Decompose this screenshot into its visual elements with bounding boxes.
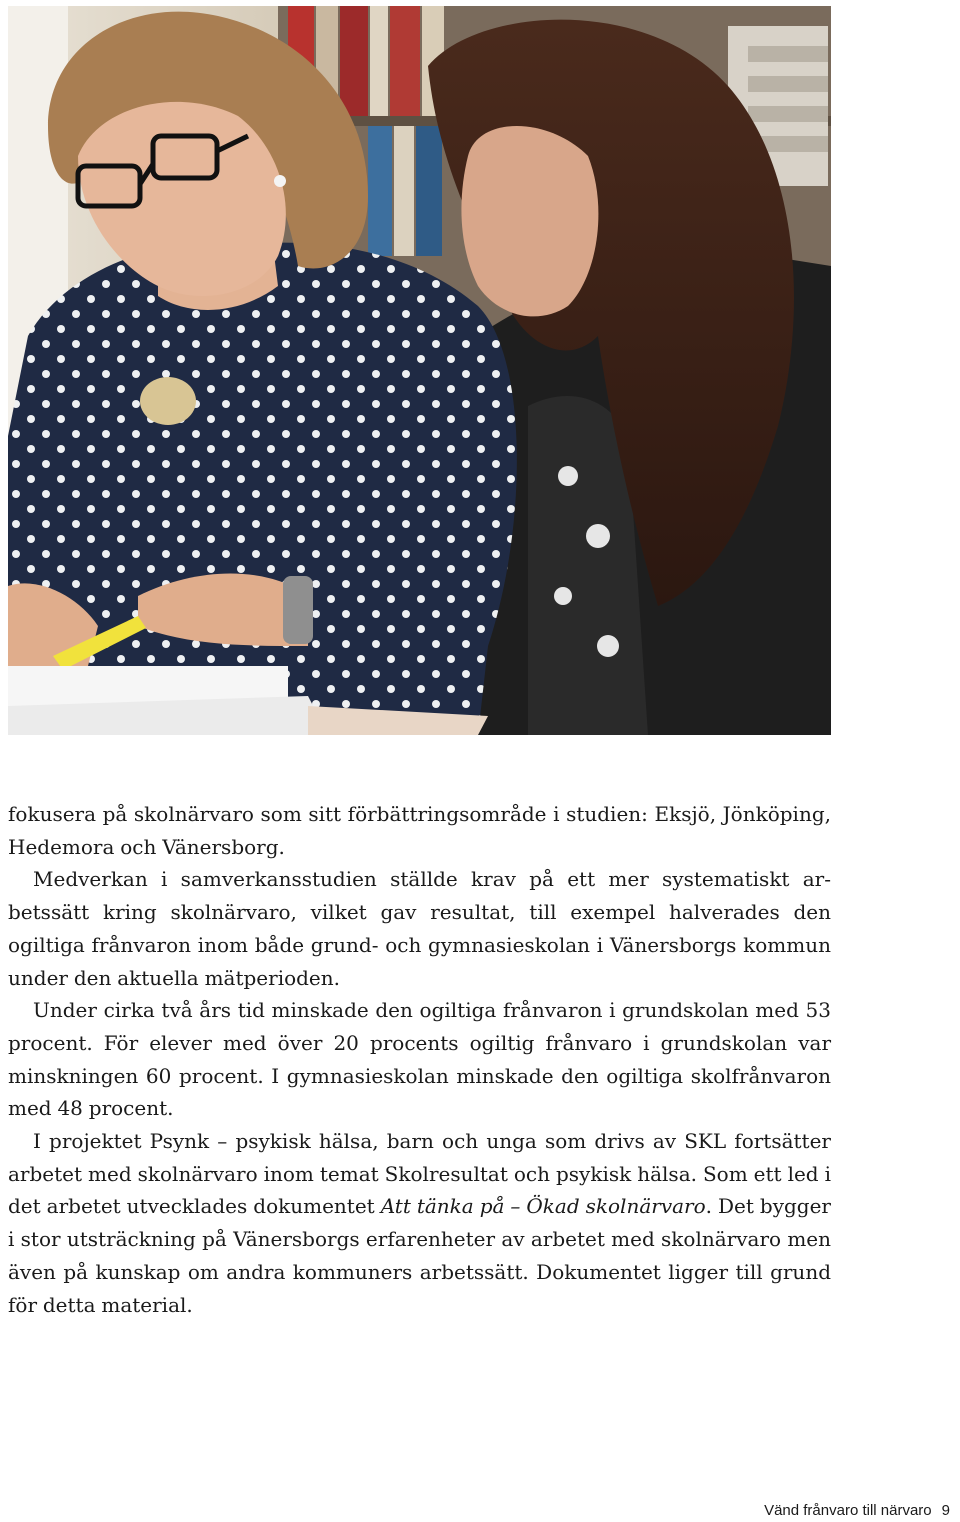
paragraph: Medverkan i samverkansstudien ställde krav på ett mer systematiskt arbetssätt kring skolnärvaro, vilket gav resultat, till exempel halverades den ogiltiga frånvaron inom både grund- och gymnasieskolan i Vänersborgs kommun under den aktuella mätperioden. bbox=[8, 867, 831, 990]
running-title: Vänd frånvaro till närvaro bbox=[764, 1502, 932, 1519]
paragraph: Under cirka två års tid minskade den ogiltiga frånvaron i grundskolan med 53 procent. För elever med över 20 procents ogiltig frånvaro i grundskolan var minskningen 60 procent. I gymnasieskolan minskade den ogiltiga skolfrånvaron med 48 procent. bbox=[8, 998, 831, 1121]
article-body bbox=[8, 798, 831, 1321]
paragraph: fokusera på skolnärvaro som sitt förbättringsområde i studien: Eksjö, Jönköping, Hedemora och Vänersborg. bbox=[8, 802, 831, 859]
document-title: Att tänka på – Ökad skolnärvaro bbox=[380, 1194, 706, 1219]
paragraph-text: I projektet Psynk – psykisk hälsa, barn och unga som drivs av SKL fortsätter arbetet med skolnärvaro inom temat Skolresultat och psykisk hälsa. Som ett led i det arbetet utvecklades dokumentet bbox=[8, 1129, 831, 1219]
page-footer bbox=[764, 1502, 950, 1519]
paragraph-text: . Det bygger i stor utsträckning på Vänersborgs erfarenheter av arbetet med skolnärvaro men även på kunskap om andra kommuners arbetssätt. Dokumentet ligger till grund för detta material. bbox=[8, 1194, 831, 1317]
paragraph bbox=[8, 1125, 831, 1321]
photo-two-women-reviewing-documents-icon bbox=[8, 6, 831, 735]
photo bbox=[8, 6, 831, 735]
page-number: 9 bbox=[941, 1502, 950, 1519]
